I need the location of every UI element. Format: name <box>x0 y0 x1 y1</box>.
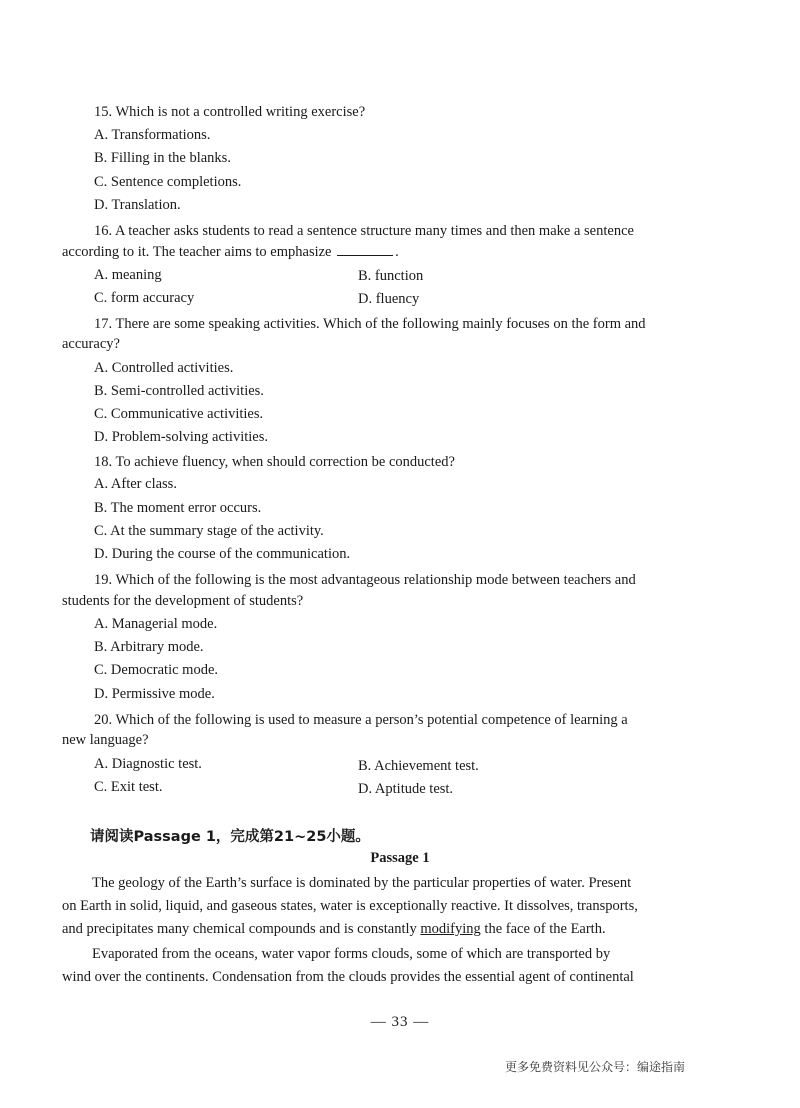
question-text-end: . <box>395 244 399 260</box>
question-number: 18. <box>94 454 113 470</box>
reading-instruction: 请阅读Passage 1，完成第21~25小题。 <box>90 829 370 845</box>
question-number: 17. <box>94 316 113 332</box>
passage-text: and precipitates many chemical compounds and is constantly <box>62 921 421 937</box>
option-20-b: B. Achievement test. <box>358 758 479 774</box>
option-20-c: C. Exit test. <box>94 779 163 795</box>
option-18-b: B. The moment error occurs. <box>94 500 262 516</box>
question-17 <box>94 315 646 333</box>
option-15-c: C. Sentence completions. <box>94 174 242 190</box>
question-17-cont: accuracy? <box>62 336 120 352</box>
question-text: according to it. The teacher aims to emphasize <box>62 244 332 260</box>
question-number: 19. <box>94 572 113 588</box>
option-19-d: D. Permissive mode. <box>94 686 215 702</box>
question-16 <box>94 222 634 240</box>
option-18-a: A. After class. <box>94 476 177 492</box>
footer-note: 更多免费资料见公众号：编途指南 <box>505 1060 686 1074</box>
passage-title: Passage 1 <box>370 850 430 866</box>
question-text: To achieve fluency, when should correction be conducted? <box>115 454 455 470</box>
option-19-c: C. Democratic mode. <box>94 662 219 678</box>
passage-line: The geology of the Earth’s surface is dominated by the particular properties of water. Present <box>92 875 632 891</box>
option-16-d: D. fluency <box>358 291 420 307</box>
passage-line: wind over the continents. Condensation from the clouds provides the essential agent of continental <box>62 969 634 985</box>
option-17-a: A. Controlled activities. <box>94 360 234 376</box>
option-18-c: C. At the summary stage of the activity. <box>94 523 324 539</box>
question-18 <box>94 453 455 471</box>
page-number: — 33 — <box>370 1014 430 1030</box>
option-15-b: B. Filling in the blanks. <box>94 150 231 166</box>
passage-line <box>62 920 606 938</box>
option-16-a: A. meaning <box>94 267 162 283</box>
question-number: 20. <box>94 712 113 728</box>
option-17-c: C. Communicative activities. <box>94 406 264 422</box>
question-19 <box>94 571 636 589</box>
option-16-c: C. form accuracy <box>94 290 195 306</box>
question-15 <box>94 103 365 121</box>
question-text: Which of the following is the most advantageous relationship mode between teachers and <box>115 572 636 588</box>
option-20-a: A. Diagnostic test. <box>94 756 202 772</box>
option-18-d: D. During the course of the communication. <box>94 546 351 562</box>
question-number: 15. <box>94 104 113 120</box>
question-20 <box>94 711 628 729</box>
question-number: 16. <box>94 223 113 239</box>
option-17-d: D. Problem-solving activities. <box>94 429 268 445</box>
passage-line: on Earth in solid, liquid, and gaseous states, water is exceptionally reactive. It dissolves, transports, <box>62 898 638 914</box>
passage-line: Evaporated from the oceans, water vapor forms clouds, some of which are transported by <box>92 946 611 962</box>
question-text: A teacher asks students to read a sentence structure many times and then make a sentence <box>114 223 634 239</box>
underlined-word: modifying <box>420 921 481 937</box>
question-text: Which of the following is used to measure a person’s potential competence of learning a <box>115 712 628 728</box>
answer-blank <box>337 243 393 256</box>
option-19-a: A. Managerial mode. <box>94 616 218 632</box>
passage-text: the face of the Earth. <box>480 921 606 937</box>
question-20-cont: new language? <box>62 732 149 748</box>
option-19-b: B. Arbitrary mode. <box>94 639 204 655</box>
option-15-a: A. Transformations. <box>94 127 211 143</box>
option-15-d: D. Translation. <box>94 197 181 213</box>
question-text: Which is not a controlled writing exercise? <box>115 104 366 120</box>
question-19-cont: students for the development of students? <box>62 593 304 609</box>
question-text: There are some speaking activities. Which of the following mainly focuses on the form and <box>115 316 646 332</box>
option-20-d: D. Aptitude test. <box>358 781 454 797</box>
question-16-cont <box>62 243 399 261</box>
option-17-b: B. Semi-controlled activities. <box>94 383 264 399</box>
option-16-b: B. function <box>358 268 424 284</box>
